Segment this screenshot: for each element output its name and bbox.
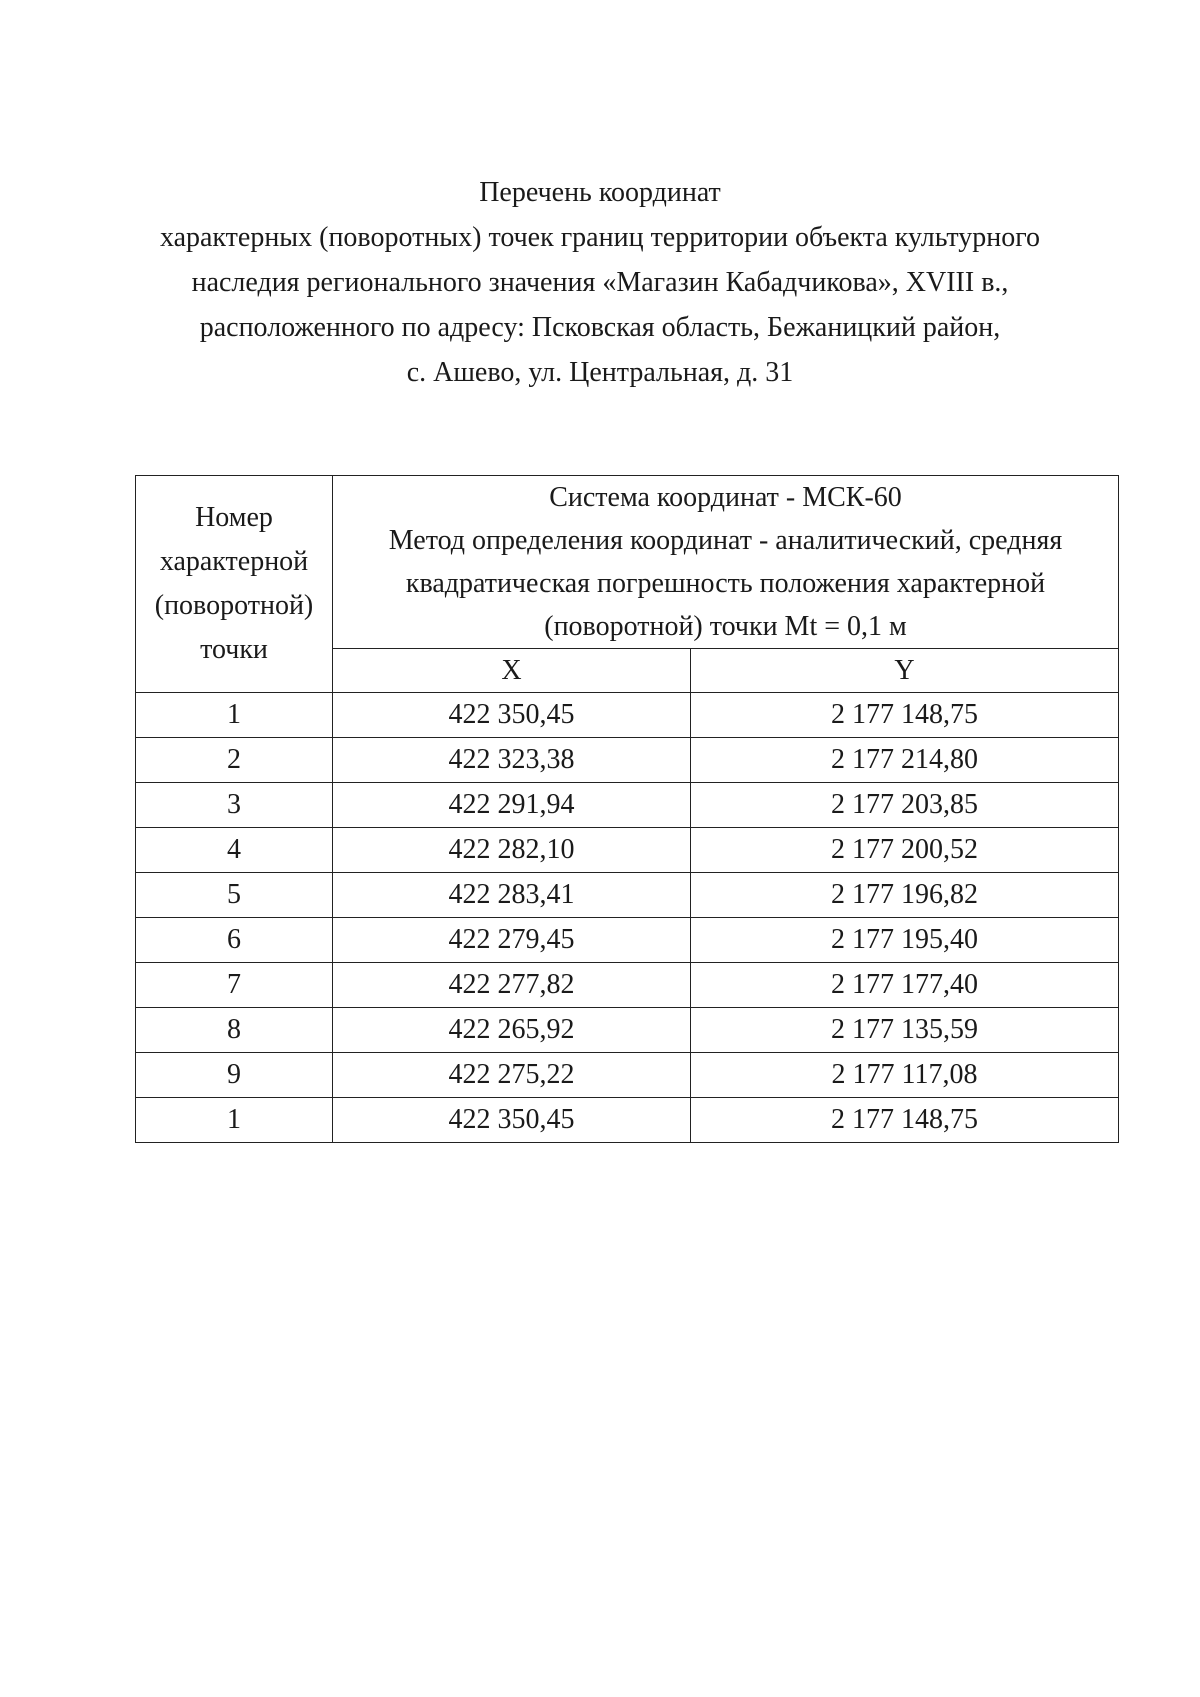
header-line: (поворотной) <box>154 590 314 621</box>
header-line: квадратическая погрешность положения характерной <box>405 568 1046 599</box>
table-row <box>136 1053 1119 1098</box>
y-coordinate-cell: 2 177 203,85 <box>691 783 1119 828</box>
coordinate-system-header <box>333 476 1119 649</box>
table-header-row <box>136 476 1119 649</box>
point-number-cell: 4 <box>136 828 333 873</box>
point-number-cell: 8 <box>136 1008 333 1053</box>
title-line: наследия регионального значения «Магазин Кабадчикова», XVIII в., <box>191 267 1009 298</box>
coordinates-table <box>135 475 1119 1143</box>
point-number-header <box>136 476 333 693</box>
point-number-cell: 5 <box>136 873 333 918</box>
title-line: Перечень координат <box>479 177 721 208</box>
x-coordinate-cell: 422 265,92 <box>333 1008 691 1053</box>
header-line: (поворотной) точки Mt = 0,1 м <box>544 611 907 642</box>
y-coordinate-cell: 2 177 148,75 <box>691 693 1119 738</box>
y-column-header: Y <box>691 649 1119 693</box>
y-coordinate-cell: 2 177 177,40 <box>691 963 1119 1008</box>
table-row <box>136 1008 1119 1053</box>
document-title <box>0 170 1200 395</box>
point-number-cell: 9 <box>136 1053 333 1098</box>
table-body <box>136 693 1119 1143</box>
table-row <box>136 1098 1119 1143</box>
point-number-cell: 1 <box>136 1098 333 1143</box>
y-coordinate-cell: 2 177 148,75 <box>691 1098 1119 1143</box>
header-line: Номер <box>195 502 273 533</box>
header-line: Система координат - МСК-60 <box>549 482 902 513</box>
header-line: Метод определения координат - аналитический, средняя <box>388 525 1063 556</box>
y-coordinate-cell: 2 177 200,52 <box>691 828 1119 873</box>
table-row <box>136 738 1119 783</box>
table-row <box>136 963 1119 1008</box>
y-coordinate-cell: 2 177 135,59 <box>691 1008 1119 1053</box>
title-line: с. Ашево, ул. Центральная, д. 31 <box>406 357 794 388</box>
x-coordinate-cell: 422 350,45 <box>333 1098 691 1143</box>
point-number-cell: 1 <box>136 693 333 738</box>
x-column-header: X <box>333 649 691 693</box>
x-coordinate-cell: 422 350,45 <box>333 693 691 738</box>
header-line: характерной <box>159 546 309 577</box>
x-coordinate-cell: 422 277,82 <box>333 963 691 1008</box>
title-line: расположенного по адресу: Псковская область, Бежаницкий район, <box>199 312 1001 343</box>
y-coordinate-cell: 2 177 196,82 <box>691 873 1119 918</box>
x-coordinate-cell: 422 279,45 <box>333 918 691 963</box>
table-row <box>136 828 1119 873</box>
x-coordinate-cell: 422 291,94 <box>333 783 691 828</box>
x-coordinate-cell: 422 323,38 <box>333 738 691 783</box>
table-row <box>136 873 1119 918</box>
x-coordinate-cell: 422 283,41 <box>333 873 691 918</box>
x-coordinate-cell: 422 275,22 <box>333 1053 691 1098</box>
table-row <box>136 918 1119 963</box>
header-line: точки <box>200 634 268 665</box>
table-row <box>136 783 1119 828</box>
point-number-cell: 2 <box>136 738 333 783</box>
title-line: характерных (поворотных) точек границ территории объекта культурного <box>159 222 1041 253</box>
y-coordinate-cell: 2 177 214,80 <box>691 738 1119 783</box>
x-coordinate-cell: 422 282,10 <box>333 828 691 873</box>
y-coordinate-cell: 2 177 117,08 <box>691 1053 1119 1098</box>
point-number-cell: 7 <box>136 963 333 1008</box>
point-number-cell: 3 <box>136 783 333 828</box>
point-number-cell: 6 <box>136 918 333 963</box>
y-coordinate-cell: 2 177 195,40 <box>691 918 1119 963</box>
table-row <box>136 693 1119 738</box>
